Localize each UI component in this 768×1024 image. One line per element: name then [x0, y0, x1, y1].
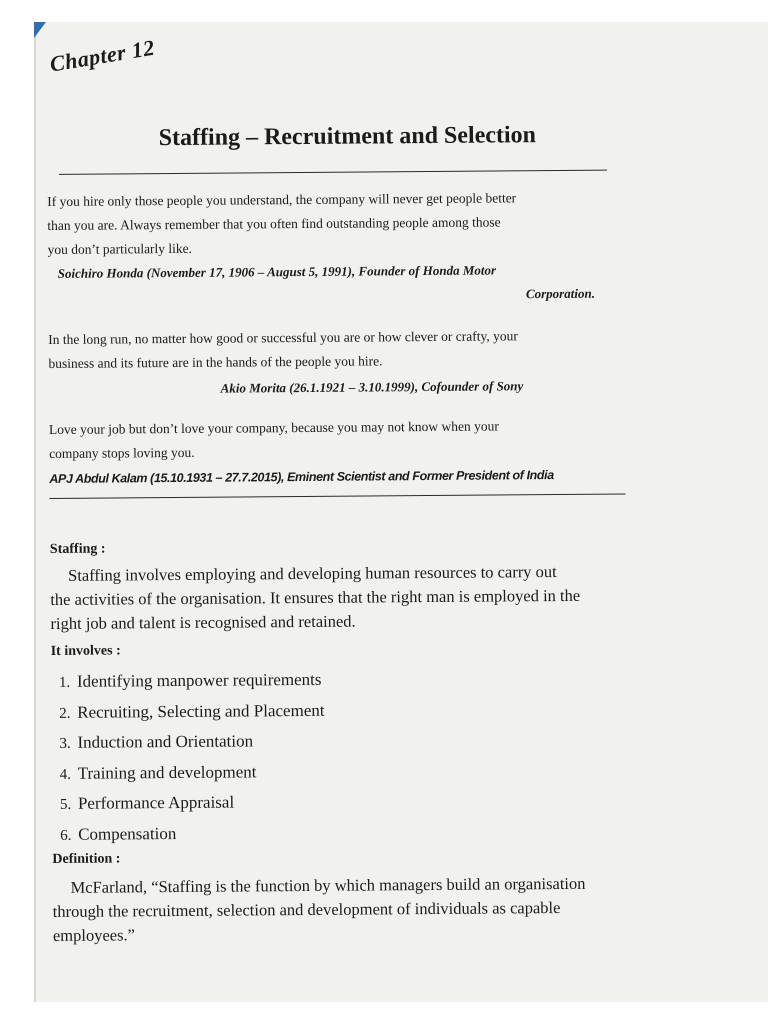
page-corner-mark — [34, 22, 46, 38]
paragraph-line: McFarland, “Staffing is the function by which managers build an organisation — [70, 873, 586, 897]
quote-line: Love your job but don’t love your company, because you may not know when your — [48, 418, 499, 437]
quote-1-attribution-cont: Corporation. — [525, 285, 595, 302]
quote-3 — [49, 413, 621, 465]
quote-line: you don’t particularly like. — [47, 240, 193, 257]
paragraph-line: the activities of the organisation. It ensures that the right man is employed in the — [50, 585, 581, 609]
involves-list — [59, 670, 326, 856]
quote-line: than you are. Always remember that you often find outstanding people among those — [47, 214, 501, 233]
chapter-label: Chapter 12 — [47, 34, 157, 77]
book-page — [34, 22, 768, 1002]
involves-heading: It involves : — [50, 643, 121, 659]
quote-2-attribution: Akio Morita (26.1.1921 – 3.10.1999), Cofounder of Sony — [220, 378, 524, 396]
quote-line: business and its future are in the hands of the people you hire. — [48, 353, 383, 371]
list-item: 5. Performance Appraisal — [59, 792, 235, 814]
list-item: 4. Training and development — [59, 762, 257, 783]
list-item: 6. Compensation — [60, 823, 177, 844]
paragraph-line: right job and talent is recognised and retained. — [50, 611, 356, 633]
quote-line: In the long run, no matter how good or successful you are or how clever or crafty, your — [48, 328, 518, 347]
list-item: 1. Identifying manpower requirements — [58, 669, 322, 691]
list-item: 2. Recruiting, Selecting and Placement — [59, 700, 325, 722]
quote-2 — [48, 323, 620, 375]
definition-paragraph — [52, 871, 643, 948]
page-title: Staffing – Recruitment and Selection — [158, 122, 537, 152]
definition-heading: Definition : — [52, 851, 121, 867]
quote-line: If you hire only those people you understand, the company will never get people better — [47, 190, 517, 209]
staffing-heading: Staffing : — [49, 541, 106, 557]
paragraph-line: Staffing involves employing and developing human resources to carry out — [68, 562, 557, 585]
paragraph-line: employees.” — [52, 925, 136, 945]
staffing-paragraph — [50, 559, 641, 636]
quote-line: company stops loving you. — [49, 444, 195, 461]
list-item: 3. Induction and Orientation — [59, 731, 254, 753]
quote-1-attribution: Soichiro Honda (November 17, 1906 – August 5, 1991), Founder of Honda Motor — [57, 262, 497, 281]
quote-1 — [47, 186, 620, 262]
paragraph-line: through the recruitment, selection and development of individuals as capable — [52, 897, 561, 921]
quote-3-attribution: APJ Abdul Kalam (15.10.1931 – 27.7.2015), Eminent Scientist and Former President of India — [49, 468, 554, 486]
